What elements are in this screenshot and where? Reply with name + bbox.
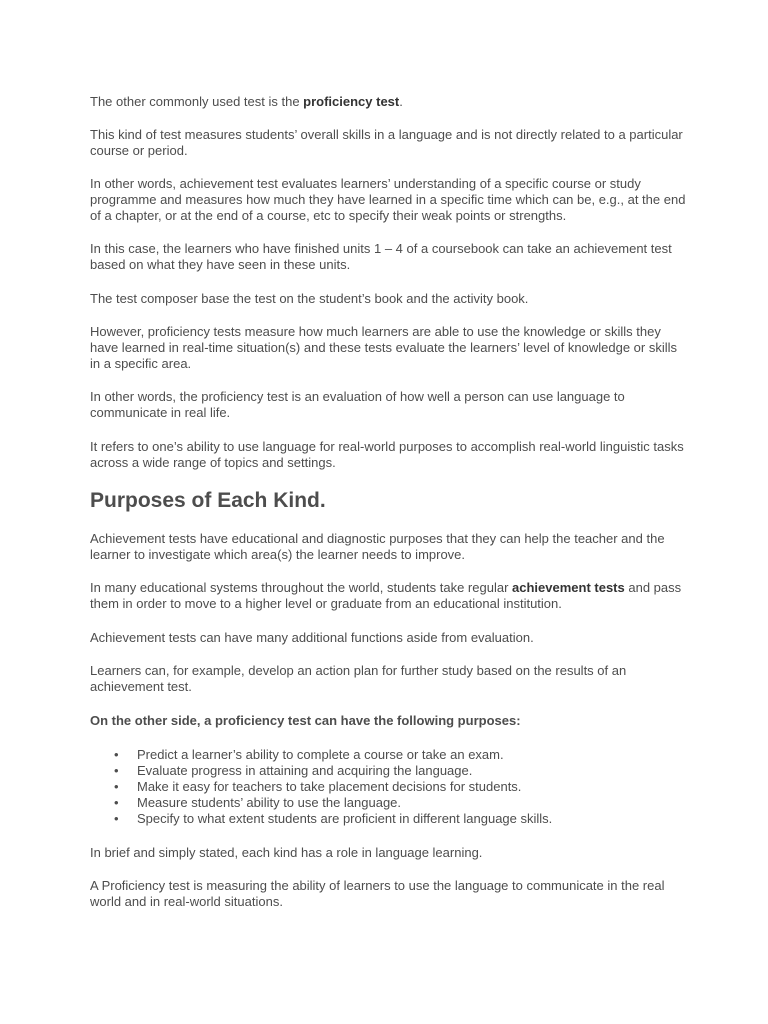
bold-achievement-tests: achievement tests (512, 580, 625, 595)
bold-proficiency-test: proficiency test (303, 94, 400, 109)
paragraph-proficiency-measure: However, proficiency tests measure how much learners are able to use the knowledge or skills they have learned in real-time situation(s) and these tests evaluate the learners’ level of knowledge or skills in a specific area. (90, 324, 677, 371)
list-item: • Measure students’ ability to use the language. (114, 795, 402, 810)
bullet-icon: • (114, 763, 119, 778)
list-item: • Predict a learner’s ability to complete a course or take an exam. (114, 747, 504, 762)
paragraph-overall-skills: This kind of test measures students’ overall skills in a language and is not directly related to a particular course or period. (90, 127, 683, 158)
bullet-icon: • (114, 795, 119, 810)
paragraph-action-plan: Learners can, for example, develop an action plan for further study based on the results of an achievement test. (90, 663, 627, 694)
paragraph-real-world-ability: It refers to one’s ability to use language for real-world purposes to accomplish real-world linguistic tasks across a wide range of topics and settings. (90, 439, 684, 470)
list-item: • Specify to what extent students are proficient in different language skills. (114, 811, 553, 826)
paragraph-coursebook-example: In this case, the learners who have finished units 1 – 4 of a coursebook can take an achievement test based on what they have seen in these units. (90, 241, 672, 272)
paragraph-brief-summary: In brief and simply stated, each kind has a role in language learning. (90, 845, 483, 860)
paragraph-proficiency-intro: The other commonly used test is the proficiency test. (90, 94, 403, 109)
paragraph-proficiency-purposes-intro: On the other side, a proficiency test can have the following purposes: (90, 713, 521, 728)
paragraph-proficiency-evaluation: In other words, the proficiency test is an evaluation of how well a person can use language to communicate in real life. (90, 389, 625, 420)
paragraph-proficiency-conclusion: A Proficiency test is measuring the ability of learners to use the language to communicate in the real world and in real-world situations. (90, 878, 665, 909)
paragraph-additional-functions: Achievement tests can have many additional functions aside from evaluation. (90, 630, 534, 645)
bullet-icon: • (114, 811, 119, 826)
bullet-icon: • (114, 779, 119, 794)
proficiency-purposes-list (90, 747, 690, 827)
paragraph-test-composer: The test composer base the test on the student’s book and the activity book. (90, 291, 529, 306)
section-heading: Purposes of Each Kind. (90, 489, 326, 512)
paragraph-achievement-definition: In other words, achievement test evaluates learners’ understanding of a specific course or study programme and measures how much they have learned in a specific time which can be, e.g., at the end of a chapter, or at the end of a course, etc to specify their weak points or strengths. (90, 176, 686, 223)
bullet-icon: • (114, 747, 119, 762)
list-item: • Make it easy for teachers to take placement decisions for students. (114, 779, 522, 794)
paragraph-educational-systems: In many educational systems throughout the world, students take regular achievement tests and pass them in order to move to a higher level or graduate from an educational institution. (90, 580, 682, 611)
paragraph-achievement-purposes: Achievement tests have educational and diagnostic purposes that they can help the teacher and the learner to investigate which area(s) the learner needs to improve. (90, 531, 665, 562)
list-item: • Evaluate progress in attaining and acquiring the language. (114, 763, 473, 778)
